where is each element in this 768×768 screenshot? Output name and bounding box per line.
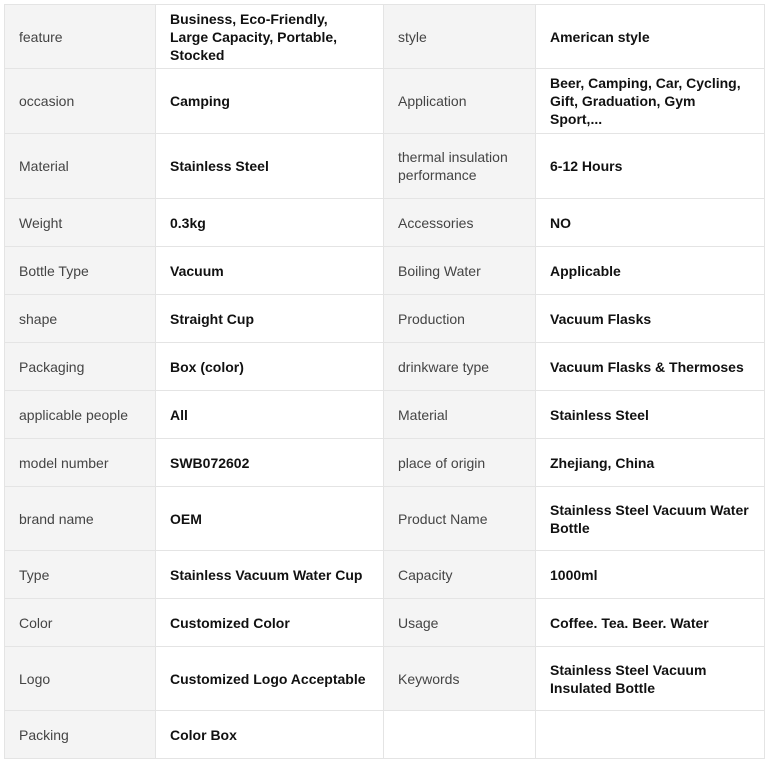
spec-value: Stainless Vacuum Water Cup — [156, 551, 384, 599]
spec-value-empty — [536, 711, 765, 759]
spec-key: model number — [5, 439, 156, 487]
spec-key: Production — [384, 295, 536, 343]
spec-row — [5, 391, 765, 439]
spec-value: Stainless Steel Vacuum Water Bottle — [536, 487, 765, 551]
spec-row — [5, 647, 765, 711]
spec-row — [5, 134, 765, 199]
spec-key: Capacity — [384, 551, 536, 599]
spec-row — [5, 295, 765, 343]
spec-value: Stainless Steel — [536, 391, 765, 439]
spec-row — [5, 343, 765, 391]
spec-value: Color Box — [156, 711, 384, 759]
spec-value: Stainless Steel — [156, 134, 384, 199]
spec-value: OEM — [156, 487, 384, 551]
spec-key: feature — [5, 5, 156, 69]
spec-row — [5, 5, 765, 69]
spec-value: 6-12 Hours — [536, 134, 765, 199]
spec-key: Boiling Water — [384, 247, 536, 295]
spec-key: Type — [5, 551, 156, 599]
spec-value: Stainless Steel Vacuum Insulated Bottle — [536, 647, 765, 711]
spec-value: Applicable — [536, 247, 765, 295]
spec-value: Coffee. Tea. Beer. Water — [536, 599, 765, 647]
spec-key: Product Name — [384, 487, 536, 551]
spec-key: occasion — [5, 69, 156, 134]
spec-key: style — [384, 5, 536, 69]
spec-key: Application — [384, 69, 536, 134]
spec-value: Straight Cup — [156, 295, 384, 343]
spec-key: Accessories — [384, 199, 536, 247]
spec-key: Color — [5, 599, 156, 647]
spec-value: Box (color) — [156, 343, 384, 391]
spec-value: All — [156, 391, 384, 439]
spec-key: Material — [5, 134, 156, 199]
spec-value: SWB072602 — [156, 439, 384, 487]
spec-row — [5, 199, 765, 247]
product-spec-table — [4, 4, 765, 759]
spec-key: Weight — [5, 199, 156, 247]
spec-key: brand name — [5, 487, 156, 551]
spec-value: Customized Logo Acceptable — [156, 647, 384, 711]
spec-key: Keywords — [384, 647, 536, 711]
spec-row — [5, 551, 765, 599]
spec-value: Vacuum — [156, 247, 384, 295]
spec-value: NO — [536, 199, 765, 247]
spec-value: 1000ml — [536, 551, 765, 599]
spec-value: Vacuum Flasks & Thermoses — [536, 343, 765, 391]
spec-key: drinkware type — [384, 343, 536, 391]
spec-value: Customized Color — [156, 599, 384, 647]
spec-value: 0.3kg — [156, 199, 384, 247]
spec-value: Vacuum Flasks — [536, 295, 765, 343]
spec-row — [5, 69, 765, 134]
spec-row — [5, 439, 765, 487]
spec-key: Packing — [5, 711, 156, 759]
spec-row — [5, 247, 765, 295]
spec-key: thermal insulation performance — [384, 134, 536, 199]
spec-key: Packaging — [5, 343, 156, 391]
spec-key-empty — [384, 711, 536, 759]
spec-value: Beer, Camping, Car, Cycling, Gift, Graduation, Gym Sport,... — [536, 69, 765, 134]
spec-key: place of origin — [384, 439, 536, 487]
spec-row — [5, 599, 765, 647]
spec-key: Usage — [384, 599, 536, 647]
spec-value: Zhejiang, China — [536, 439, 765, 487]
spec-key: Bottle Type — [5, 247, 156, 295]
spec-value: Camping — [156, 69, 384, 134]
spec-row — [5, 487, 765, 551]
spec-value: Business, Eco-Friendly, Large Capacity, Portable, Stocked — [156, 5, 384, 69]
spec-row — [5, 711, 765, 759]
spec-key: shape — [5, 295, 156, 343]
spec-key: applicable people — [5, 391, 156, 439]
spec-key: Material — [384, 391, 536, 439]
spec-key: Logo — [5, 647, 156, 711]
spec-value: American style — [536, 5, 765, 69]
